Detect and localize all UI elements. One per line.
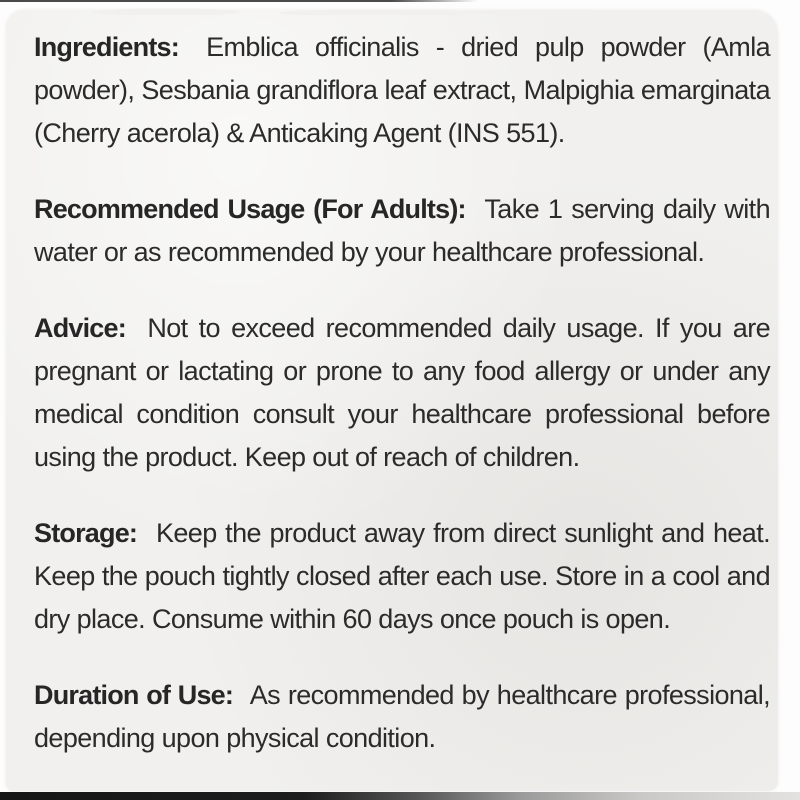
ingredients-section: [34, 26, 770, 155]
ingredients-heading: Ingredients:: [34, 32, 179, 62]
recommended-usage-section: [34, 188, 770, 274]
duration-of-use-body: As recommended by healthcare professional, depending upon physical condition.: [34, 680, 771, 753]
storage-heading: Storage:: [34, 518, 138, 548]
recommended-usage-heading: Recommended Usage (For Adults):: [34, 194, 466, 224]
advice-heading: Advice:: [34, 313, 126, 343]
advice-body: Not to exceed recommended daily usage. If you are pregnant or lactating or prone to any food allergy or under any medical condition consult your healthcare professional before using the product. Keep out of reach of children.: [34, 313, 770, 472]
photo-crop-edge-bottom: [0, 792, 800, 800]
storage-body: Keep the product away from direct sunlight and heat. Keep the pouch tightly closed after each use. Store in a cool and dry place. Consume within 60 days once pouch is open.: [34, 518, 770, 634]
label-paper: [6, 10, 778, 791]
ingredients-body: Emblica officinalis - dried pulp powder (Amla powder), Sesbania grandiflora leaf extract, Malpighia emarginata (Cherry acerola) & Anticaking Agent (INS 551).: [34, 32, 771, 148]
duration-of-use-section: [34, 674, 770, 760]
recommended-usage-body: Take 1 serving daily with water or as recommended by your healthcare professional.: [34, 194, 770, 267]
label-content: [6, 10, 778, 760]
duration-of-use-heading: Duration of Use:: [34, 680, 234, 710]
photo-crop-edge-top: [0, 0, 478, 2]
storage-section: [34, 512, 770, 641]
advice-section: [34, 307, 770, 479]
